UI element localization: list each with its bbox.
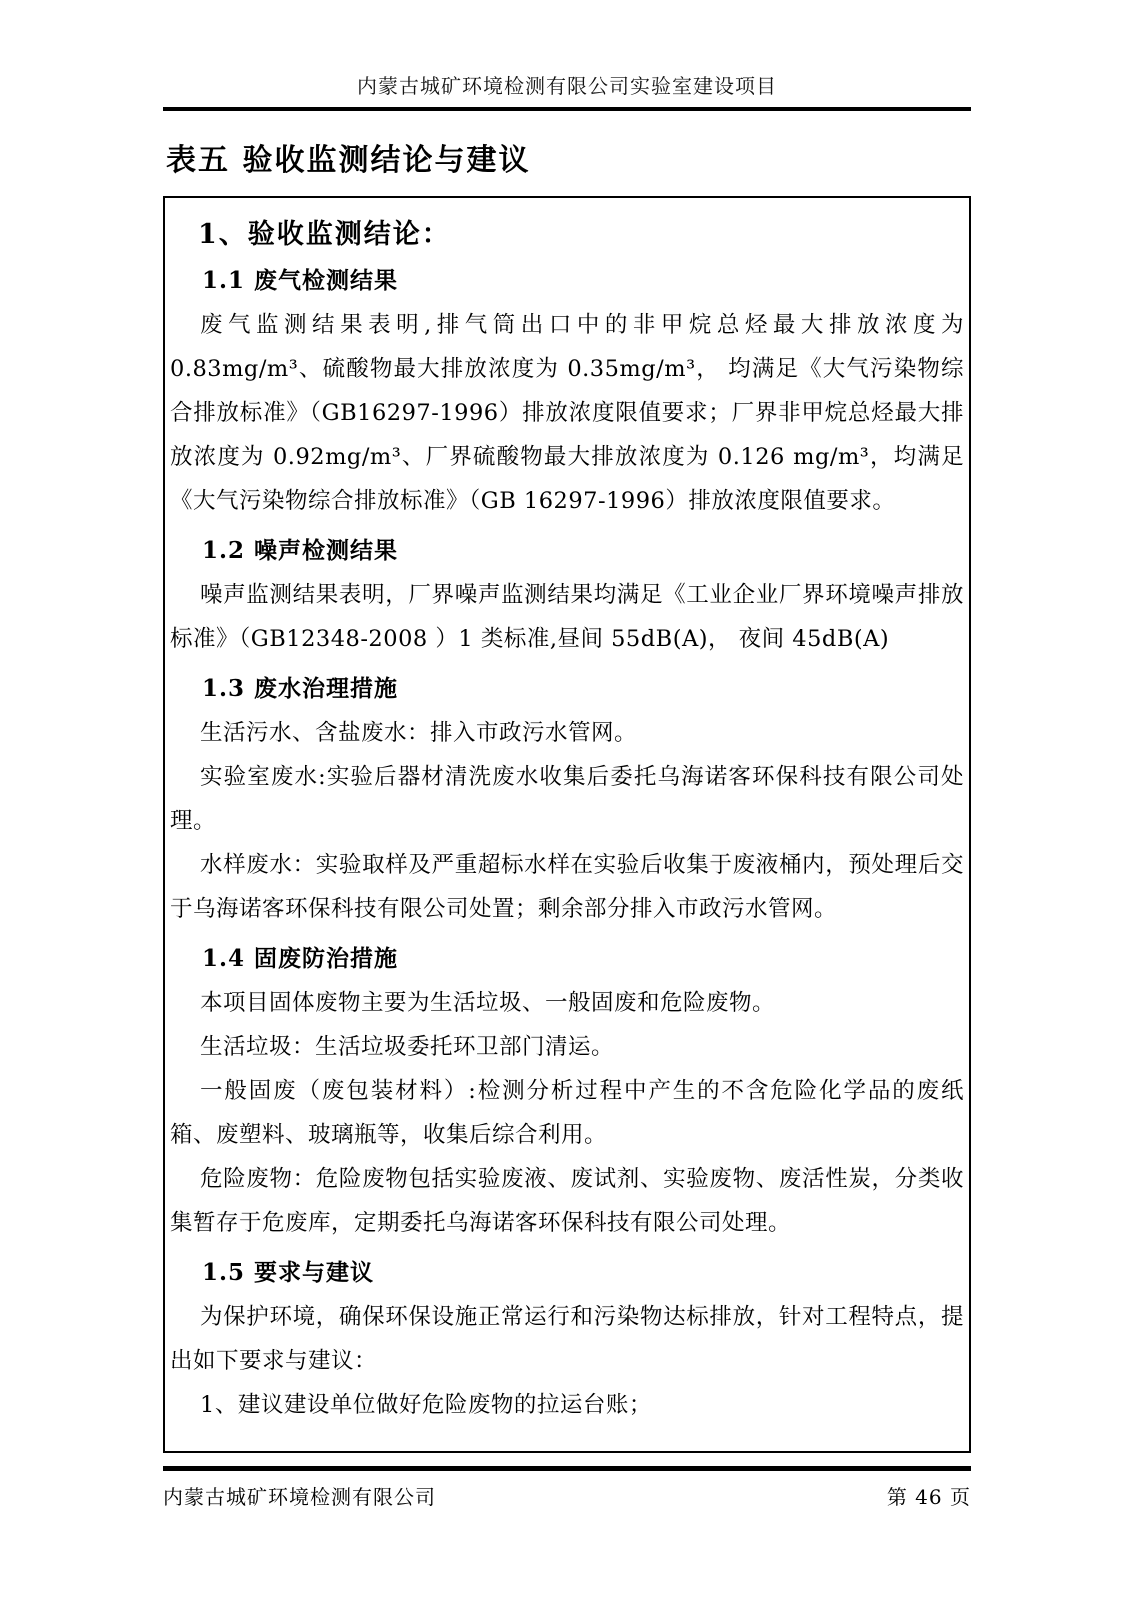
conclusion-heading: 1、验收监测结论：: [198, 219, 451, 250]
subsection-heading-1-2: 1.2 噪声检测结果: [202, 537, 399, 564]
page-header: [163, 70, 971, 111]
paragraph-suggestion-1: 1、建议建设单位做好危险废物的拉运台账；: [200, 1392, 652, 1418]
subsection-heading-1-4: 1.4 固废防治措施: [202, 945, 399, 972]
subsection-heading-1-3: 1.3 废水治理措施: [202, 675, 399, 702]
paragraph-noise: 噪声监测结果表明，厂界噪声监测结果均满足《工业企业厂界环境噪声排放标准》（GB12348-2008 ）1 类标准,昼间 55dB(A)， 夜间 45dB(A): [170, 582, 964, 652]
page-title: 表五 验收监测结论与建议: [166, 143, 531, 178]
paragraph-sample-wastewater: 水样废水：实验取样及严重超标水样在实验后收集于废液桶内，预处理后交于乌海诺客环保科技有限公司处置；剩余部分排入市政污水管网。: [170, 852, 964, 922]
content-box: [163, 196, 971, 1453]
paragraph-domestic-garbage: 生活垃圾：生活垃圾委托环卫部门清运。: [200, 1034, 615, 1060]
page-footer: [163, 1466, 971, 1510]
footer-company: 内蒙古城矿环境检测有限公司: [163, 1485, 436, 1509]
paragraph-general-solid-waste: 一般固废（废包装材料）:检测分析过程中产生的不含危险化学品的废纸箱、废塑料、玻璃瓶等，收集后综合利用。: [170, 1078, 964, 1148]
subsection-heading-1-5: 1.5 要求与建议: [202, 1259, 375, 1286]
paragraph-waste-gas: 废气监测结果表明,排气筒出口中的非甲烷总烃最大排放浓度为 0.83mg/m³、硫酸物最大排放浓度为 0.35mg/m³， 均满足《大气污染物综合排放标准》（GB16297-1996）排放浓度限值要求；厂界非甲烷总烃最大排放浓度为 0.92mg/m³、厂界硫酸物最大排放浓度为 0.126 mg/m³，均满足《大气污染物综合排放标准》（GB 16297-1996）排放浓度限值要求。: [170, 312, 964, 514]
paragraph-hazardous-waste: 危险废物：危险废物包括实验废液、废试剂、实验废物、废活性炭，分类收集暂存于危废库，定期委托乌海诺客环保科技有限公司处理。: [170, 1166, 964, 1236]
paragraph-domestic-sewage: 生活污水、含盐废水：排入市政污水管网。: [200, 720, 638, 746]
paragraph-solid-waste-overview: 本项目固体废物主要为生活垃圾、一般固废和危险废物。: [200, 990, 776, 1016]
subsection-heading-1-1: 1.1 废气检测结果: [202, 267, 399, 294]
paragraph-lab-wastewater: 实验室废水:实验后器材清洗废水收集后委托乌海诺客环保科技有限公司处理。: [170, 764, 964, 834]
paragraph-requirements-intro: 为保护环境，确保环保设施正常运行和污染物达标排放，针对工程特点，提出如下要求与建议：: [170, 1304, 964, 1374]
header-title: 内蒙古城矿环境检测有限公司实验室建设项目: [357, 74, 777, 98]
footer-page-number: 第 46 页: [886, 1485, 971, 1509]
